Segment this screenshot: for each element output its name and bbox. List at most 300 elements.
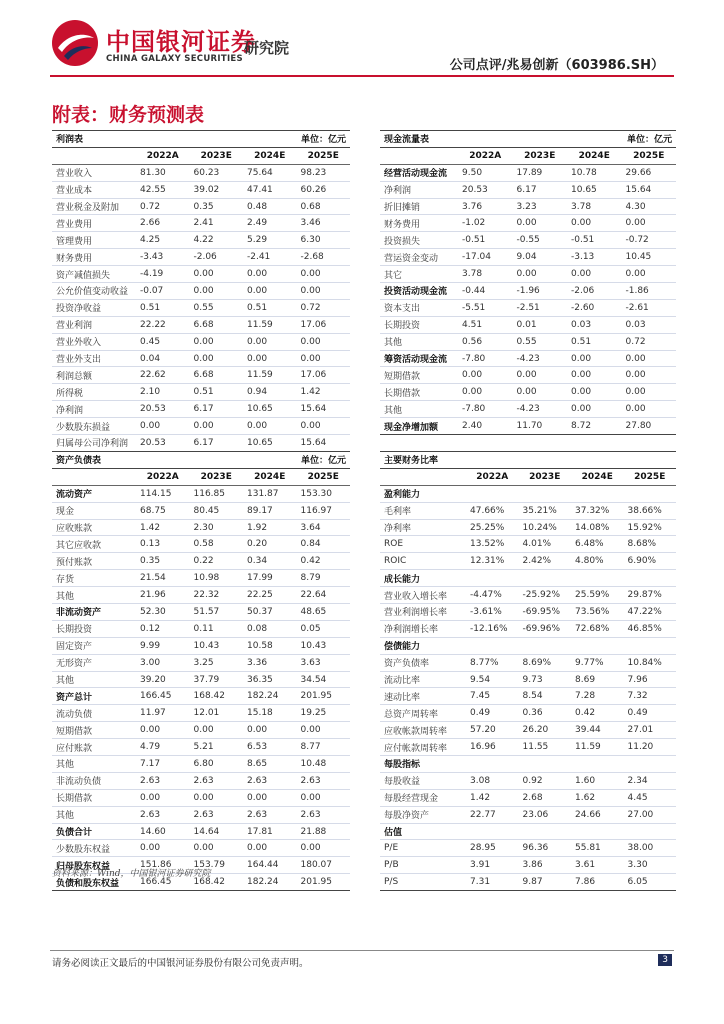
cell-value: 2.68 [519, 789, 572, 806]
cell-value: -3.13 [567, 249, 622, 266]
cell-value: 17.81 [243, 823, 297, 840]
cell-value: 6.17 [513, 181, 568, 198]
cell-value: 12.01 [190, 705, 244, 722]
column-header: 2025E [624, 468, 677, 485]
cell-value: 3.64 [297, 519, 351, 536]
cell-value: 201.95 [297, 688, 351, 705]
cell-value: 0.00 [190, 418, 244, 435]
table-row [380, 604, 676, 621]
cell-value: 9.04 [513, 249, 568, 266]
table-row [52, 198, 350, 215]
table-row [380, 232, 676, 249]
logo-english-name: CHINA GALAXY SECURITIES [106, 54, 243, 64]
cell-value: 0.00 [243, 840, 297, 857]
cell-value: 4.51 [458, 316, 513, 333]
cell-value: 0.13 [136, 536, 190, 553]
cell-value: 0.03 [567, 316, 622, 333]
cell-value: 73.56% [571, 604, 624, 621]
report-tag: 公司点评/兆易创新（603986.SH） [449, 58, 664, 73]
cell-value [466, 485, 519, 502]
table-row [380, 299, 676, 316]
cell-value: 201.95 [297, 874, 351, 891]
row-label: 估值 [380, 823, 466, 840]
row-label: P/B [380, 857, 466, 874]
cell-value: 0.00 [190, 333, 244, 350]
cell-value: 60.26 [297, 181, 351, 198]
cell-value: 17.99 [243, 570, 297, 587]
cell-value: 81.30 [136, 164, 190, 181]
cell-value: 0.58 [190, 536, 244, 553]
row-label: 其它 [380, 266, 458, 283]
row-label: 其他 [52, 756, 136, 773]
cell-value: 7.17 [136, 756, 190, 773]
cell-value: -4.47% [466, 587, 519, 604]
cell-value: 2.63 [136, 772, 190, 789]
cell-value: -3.43 [136, 249, 190, 266]
row-label: 财务费用 [52, 249, 136, 266]
cell-value: 4.30 [622, 198, 677, 215]
cell-value: 0.42 [297, 553, 351, 570]
cell-value: 0.49 [624, 705, 677, 722]
table-row [380, 840, 676, 857]
row-label: 管理费用 [52, 232, 136, 249]
cell-value: 0.12 [136, 620, 190, 637]
row-label: 毛利率 [380, 502, 466, 519]
column-header: 2024E [567, 147, 622, 164]
cell-value: -25.92% [519, 587, 572, 604]
cell-value: 0.72 [136, 198, 190, 215]
cell-value: -4.19 [136, 266, 190, 283]
column-header: 2023E [513, 147, 568, 164]
cell-value: 27.00 [624, 806, 677, 823]
cell-value: 0.00 [458, 384, 513, 401]
footer-divider [50, 950, 674, 951]
row-label: 每股收益 [380, 772, 466, 789]
cell-value: 0.00 [243, 266, 297, 283]
row-label: 预付账款 [52, 553, 136, 570]
table-row [380, 857, 676, 874]
cell-value: 25.59% [571, 587, 624, 604]
table-row [52, 502, 350, 519]
cell-value: 1.62 [571, 789, 624, 806]
table-row [52, 519, 350, 536]
cell-value: 3.86 [519, 857, 572, 874]
cell-value: 12.31% [466, 553, 519, 570]
cell-value: 25.25% [466, 519, 519, 536]
cell-value: 17.89 [513, 164, 568, 181]
cell-value: -2.61 [622, 299, 677, 316]
cell-value: -2.41 [243, 249, 297, 266]
cell-value: 11.55 [519, 739, 572, 756]
cell-value: -17.04 [458, 249, 513, 266]
row-label: 归母股东权益 [52, 857, 136, 874]
table-row [380, 637, 676, 654]
cell-value: 0.48 [243, 198, 297, 215]
cell-value: 8.69 [571, 671, 624, 688]
row-label: 其他 [52, 587, 136, 604]
cell-value [624, 570, 677, 587]
table-row [52, 553, 350, 570]
cell-value: 0.00 [297, 722, 351, 739]
table-row [52, 637, 350, 654]
cell-value: 2.66 [136, 215, 190, 232]
table-row [52, 823, 350, 840]
cell-value: 24.66 [571, 806, 624, 823]
table-row [380, 536, 676, 553]
cell-value: -0.07 [136, 283, 190, 300]
cell-value: 16.96 [466, 739, 519, 756]
cell-value: 116.85 [190, 485, 244, 502]
cell-value [466, 756, 519, 773]
column-header: 2023E [190, 147, 244, 164]
cell-value: 7.32 [624, 688, 677, 705]
page-title: 附表：财务预测表 [52, 104, 205, 126]
table-row [52, 418, 350, 435]
cell-value: 3.00 [136, 654, 190, 671]
cell-value: 0.00 [567, 350, 622, 367]
column-header: 2024E [243, 147, 297, 164]
report-header [0, 0, 724, 80]
table-row [380, 181, 676, 198]
row-label: 其他 [52, 671, 136, 688]
cell-value: 50.37 [243, 604, 297, 621]
cell-value: 5.21 [190, 739, 244, 756]
table-title-row [52, 452, 350, 469]
table-row [380, 739, 676, 756]
cell-value: 7.31 [466, 874, 519, 891]
cell-value: 9.50 [458, 164, 513, 181]
row-label: 资产减值损失 [52, 266, 136, 283]
row-label: 净利润增长率 [380, 620, 466, 637]
cell-value: 80.45 [190, 502, 244, 519]
cell-value: 0.00 [190, 789, 244, 806]
cell-value: 151.86 [136, 857, 190, 874]
row-label: 盈利能力 [380, 485, 466, 502]
cell-value: 11.59 [571, 739, 624, 756]
cell-value [519, 823, 572, 840]
cell-value: 2.63 [243, 806, 297, 823]
cell-value: 3.25 [190, 654, 244, 671]
income-statement-table [52, 130, 350, 452]
unit-label: 单位：亿元 [243, 131, 350, 148]
column-header: 2025E [622, 147, 677, 164]
cell-value: 0.34 [243, 553, 297, 570]
column-header-row [380, 468, 676, 485]
table-title: 资产负债表 [52, 452, 243, 469]
row-label: 经营活动现金流 [380, 164, 458, 181]
cell-value: 22.62 [136, 367, 190, 384]
row-label: 存货 [52, 570, 136, 587]
cell-value: -0.72 [622, 232, 677, 249]
column-header: 2022A [466, 468, 519, 485]
cell-value: 2.42% [519, 553, 572, 570]
cell-value: -2.51 [513, 299, 568, 316]
cell-value: 0.20 [243, 536, 297, 553]
cell-value: 0.00 [297, 283, 351, 300]
cell-value: 4.45 [624, 789, 677, 806]
row-label: 流动比率 [380, 671, 466, 688]
cell-value [571, 637, 624, 654]
cell-value: 0.00 [297, 333, 351, 350]
cell-value: 21.54 [136, 570, 190, 587]
row-label: P/E [380, 840, 466, 857]
cell-value: 0.00 [513, 266, 568, 283]
cell-value: 0.00 [458, 367, 513, 384]
cell-value: 17.06 [297, 316, 351, 333]
cell-value: 9.54 [466, 671, 519, 688]
cell-value [519, 485, 572, 502]
table-row [380, 519, 676, 536]
table-row [52, 181, 350, 198]
cell-value: 2.63 [243, 772, 297, 789]
cell-value: 0.08 [243, 620, 297, 637]
column-header-row [52, 147, 350, 164]
cell-value: 0.51 [567, 333, 622, 350]
cell-value: 0.03 [622, 316, 677, 333]
row-label: 应收帐款周转率 [380, 722, 466, 739]
table-row [380, 688, 676, 705]
cell-value: 0.11 [190, 620, 244, 637]
unit-label [571, 452, 676, 469]
row-label: 营业收入增长率 [380, 587, 466, 604]
row-label: 每股经营现金 [380, 789, 466, 806]
cell-value: 0.36 [519, 705, 572, 722]
cell-value: 6.53 [243, 739, 297, 756]
cell-value [519, 637, 572, 654]
table-row [52, 249, 350, 266]
row-label: 所得税 [52, 384, 136, 401]
cell-value: 0.56 [458, 333, 513, 350]
cell-value: 0.51 [136, 299, 190, 316]
table-row [380, 266, 676, 283]
cell-value: 0.00 [190, 722, 244, 739]
table-row [52, 401, 350, 418]
column-header: 2022A [136, 147, 190, 164]
cell-value: 0.00 [243, 418, 297, 435]
cell-value: 0.51 [190, 384, 244, 401]
cell-value: 8.69% [519, 654, 572, 671]
cell-value: 1.60 [571, 772, 624, 789]
cell-value: 2.34 [624, 772, 677, 789]
cell-value: 2.63 [190, 806, 244, 823]
cell-value: 4.80% [571, 553, 624, 570]
cell-value: 0.00 [190, 350, 244, 367]
row-label: 每股净资产 [380, 806, 466, 823]
cell-value: 2.10 [136, 384, 190, 401]
row-label: 速动比率 [380, 688, 466, 705]
cell-value: 10.43 [297, 637, 351, 654]
cell-value: 166.45 [136, 874, 190, 891]
cell-value [519, 756, 572, 773]
row-label: 营运资金变动 [380, 249, 458, 266]
cell-value: 0.00 [513, 367, 568, 384]
cell-value: 35.21% [519, 502, 572, 519]
cell-value: 9.77% [571, 654, 624, 671]
cell-value: 8.77% [466, 654, 519, 671]
table-row [52, 705, 350, 722]
table-row [380, 756, 676, 773]
row-label: 少数股东权益 [52, 840, 136, 857]
cell-value: -69.96% [519, 620, 572, 637]
row-label: 折旧摊销 [380, 198, 458, 215]
cell-value: 23.06 [519, 806, 572, 823]
row-label: 流动资产 [52, 485, 136, 502]
cell-value: 10.65 [243, 435, 297, 452]
table-row [380, 722, 676, 739]
cell-value: 9.99 [136, 637, 190, 654]
table-row [52, 367, 350, 384]
cell-value: 8.72 [567, 418, 622, 435]
table-row [52, 772, 350, 789]
cell-value: 182.24 [243, 874, 297, 891]
cell-value: 42.55 [136, 181, 190, 198]
cell-value: 20.53 [136, 435, 190, 452]
table-row [380, 215, 676, 232]
cell-value: -7.80 [458, 401, 513, 418]
cell-value: 3.78 [567, 198, 622, 215]
cell-value [571, 823, 624, 840]
cell-value: 22.22 [136, 316, 190, 333]
table-row [52, 536, 350, 553]
row-label: P/S [380, 874, 466, 891]
cell-value: 9.87 [519, 874, 572, 891]
table-row [380, 570, 676, 587]
table-row [52, 620, 350, 637]
cell-value: 29.87% [624, 587, 677, 604]
cell-value: 0.00 [622, 215, 677, 232]
row-label: 非流动资产 [52, 604, 136, 621]
cell-value: 0.00 [622, 401, 677, 418]
row-label: 现金净增加额 [380, 418, 458, 435]
row-label: 少数股东损益 [52, 418, 136, 435]
table-row [380, 350, 676, 367]
table-row [380, 654, 676, 671]
disclaimer-note: 请务必阅读正文最后的中国银河证券股份有限公司免责声明。 [52, 958, 309, 969]
cell-value: 37.79 [190, 671, 244, 688]
cell-value: 116.97 [297, 502, 351, 519]
cell-value: 0.00 [297, 418, 351, 435]
cell-value: 0.49 [466, 705, 519, 722]
table-row [380, 823, 676, 840]
table-row [52, 806, 350, 823]
table-row [380, 485, 676, 502]
cell-value: 1.42 [297, 384, 351, 401]
table-row [380, 553, 676, 570]
cell-value: 38.00 [624, 840, 677, 857]
table-row [52, 840, 350, 857]
row-label: 财务费用 [380, 215, 458, 232]
cell-value: 6.68 [190, 367, 244, 384]
cell-value: 0.55 [513, 333, 568, 350]
cell-value: 2.49 [243, 215, 297, 232]
cell-value: 29.66 [622, 164, 677, 181]
table-row [380, 874, 676, 891]
cell-value: -69.95% [519, 604, 572, 621]
cell-value: 0.04 [136, 350, 190, 367]
cell-value: 0.01 [513, 316, 568, 333]
financial-ratios-table [380, 451, 676, 891]
cell-value [466, 570, 519, 587]
table-row [52, 570, 350, 587]
row-label: 短期借款 [52, 722, 136, 739]
cell-value: 3.76 [458, 198, 513, 215]
cell-value: 52.30 [136, 604, 190, 621]
cell-value: -0.51 [567, 232, 622, 249]
cell-value: 0.00 [622, 266, 677, 283]
cell-value: 180.07 [297, 857, 351, 874]
row-label: 资产总计 [52, 688, 136, 705]
row-label: 投资净收益 [52, 299, 136, 316]
row-label: 营业利润增长率 [380, 604, 466, 621]
row-label: 利润总额 [52, 367, 136, 384]
row-label: 营业费用 [52, 215, 136, 232]
balance-sheet-table [52, 451, 350, 891]
cell-value: 0.42 [571, 705, 624, 722]
cell-value: 10.65 [567, 181, 622, 198]
cell-value: 168.42 [190, 874, 244, 891]
row-label: 短期借款 [380, 367, 458, 384]
cell-value: 10.58 [243, 637, 297, 654]
cell-value: 3.23 [513, 198, 568, 215]
table-row [380, 367, 676, 384]
cell-value: 0.00 [567, 215, 622, 232]
table-row [52, 350, 350, 367]
row-label: 投资损失 [380, 232, 458, 249]
cell-value: 19.25 [297, 705, 351, 722]
cashflow-statement-table [380, 130, 676, 435]
cell-value: 0.00 [297, 266, 351, 283]
cell-value: -1.86 [622, 283, 677, 300]
cell-value [466, 823, 519, 840]
row-label: 归属母公司净利润 [52, 435, 136, 452]
cell-value: -4.23 [513, 401, 568, 418]
column-header: 2022A [136, 468, 190, 485]
cell-value: 75.64 [243, 164, 297, 181]
cell-value: 0.00 [136, 789, 190, 806]
cell-value: 8.68% [624, 536, 677, 553]
cell-value: 0.00 [622, 384, 677, 401]
cell-value: 7.86 [571, 874, 624, 891]
cell-value: -2.06 [190, 249, 244, 266]
column-header: 2023E [190, 468, 244, 485]
cell-value: 21.96 [136, 587, 190, 604]
cell-value: 8.54 [519, 688, 572, 705]
cell-value: 8.79 [297, 570, 351, 587]
cell-value: 0.72 [622, 333, 677, 350]
row-label: 营业外支出 [52, 350, 136, 367]
unit-label: 单位：亿元 [567, 131, 676, 148]
row-label: 投资活动现金流 [380, 283, 458, 300]
row-label: 固定资产 [52, 637, 136, 654]
table-row [380, 705, 676, 722]
row-label: 应付帐款周转率 [380, 739, 466, 756]
table-row [380, 316, 676, 333]
table-row [380, 401, 676, 418]
cell-value: 22.25 [243, 587, 297, 604]
cell-value: -2.60 [567, 299, 622, 316]
cell-value: -4.23 [513, 350, 568, 367]
cell-value [571, 570, 624, 587]
page-number: 3 [658, 954, 672, 966]
table-row [380, 283, 676, 300]
cell-value: 2.41 [190, 215, 244, 232]
cell-value: -3.61% [466, 604, 519, 621]
row-label: 现金 [52, 502, 136, 519]
cell-value: -2.68 [297, 249, 351, 266]
cell-value: -12.16% [466, 620, 519, 637]
cell-value: 7.28 [571, 688, 624, 705]
cell-value: -0.51 [458, 232, 513, 249]
